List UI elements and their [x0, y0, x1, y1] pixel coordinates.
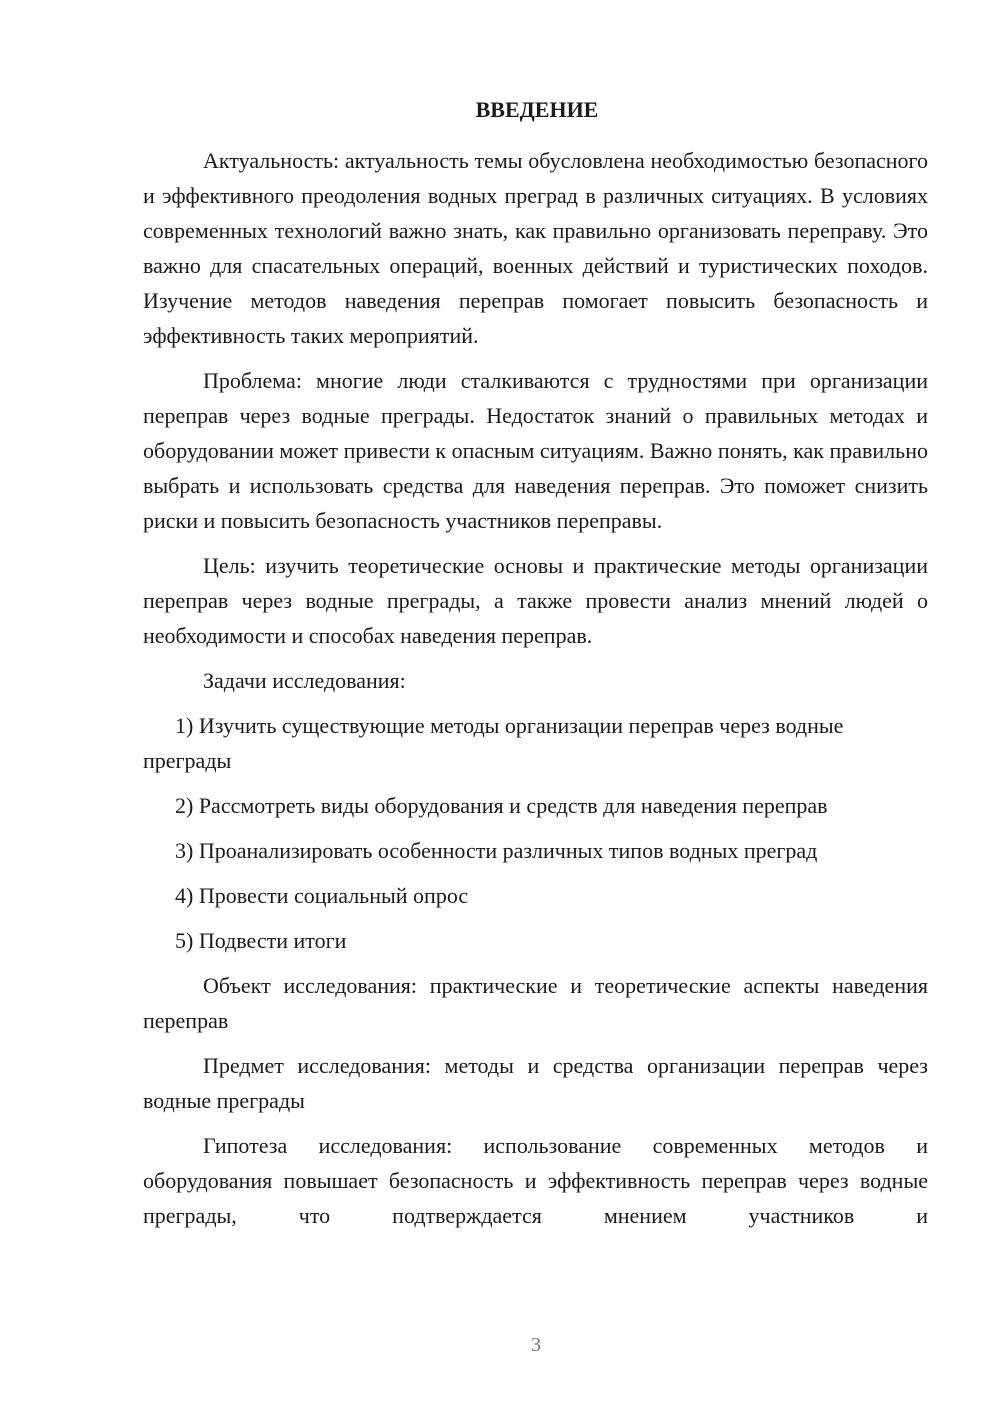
list-item: 4) Провести социальный опрос [175, 883, 469, 908]
problem-paragraph: Проблема: многие люди сталкиваются с трудностями при организации переправ через водные преграды. Недостаток знаний о правильных методах и оборудовании может привести к опасным ситуациям. Важно понять, как правильно выбрать и использовать средства для наведения переправ. Это поможет снизить риски и повысить безопасность участников переправы. [143, 368, 928, 533]
list-item: 2) Рассмотреть виды оборудования и средств для наведения переправ [175, 793, 828, 818]
hypothesis-paragraph: Гипотеза исследования: использование современных методов и оборудования повышает безопасность и эффективность переправ через водные преграды, что подтверждается мнением участников и [143, 1133, 928, 1228]
page-title: ВВЕДЕНИЕ [475, 97, 599, 122]
relevance-paragraph: Актуальность: актуальность темы обусловлена необходимостью безопасного и эффективного преодоления водных преград в различных ситуациях. В условиях современных технологий важно знать, как правильно организовать переправу. Это важно для спасательных операций, военных действий и туристических походов. Изучение методов наведения переправ помогает повысить безопасность и эффективность таких мероприятий. [143, 148, 928, 348]
list-item: 1) Изучить существующие методы организации переправ через водные преграды [143, 713, 844, 773]
list-item: 5) Подвести итоги [175, 928, 347, 953]
page-number: 3 [531, 1334, 541, 1356]
subject-paragraph: Предмет исследования: методы и средства организации переправ через водные преграды [143, 1053, 928, 1113]
object-paragraph: Объект исследования: практические и теоретические аспекты наведения переправ [143, 973, 928, 1033]
tasks-heading: Задачи исследования: [203, 668, 406, 693]
document-page [143, 95, 928, 1243]
list-item: 3) Проанализировать особенности различных типов водных преград [175, 838, 818, 863]
goal-paragraph: Цель: изучить теоретические основы и практические методы организации переправ через водные преграды, а также провести анализ мнений людей о необходимости и способах наведения переправ. [143, 553, 928, 648]
tasks-list [143, 708, 928, 958]
